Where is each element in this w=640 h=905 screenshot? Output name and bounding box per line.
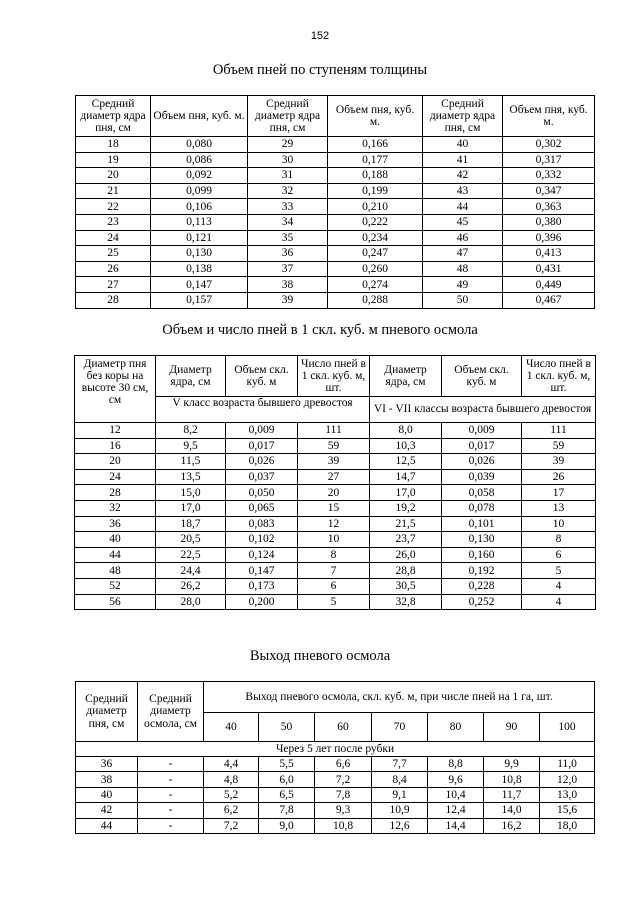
table-cell: 8	[522, 532, 596, 548]
table-cell: 0,026	[226, 454, 298, 470]
table-cell: 39	[298, 454, 370, 470]
table-cell: 12	[75, 423, 156, 439]
table-cell: 8,8	[428, 757, 484, 772]
table-cell: 0,380	[503, 214, 595, 230]
table-cell: 0,102	[226, 532, 298, 548]
table-cell: 21,5	[370, 516, 442, 532]
table-cell: 0,078	[442, 500, 522, 516]
table-cell: 27	[298, 469, 370, 485]
table-cell: 17	[522, 485, 596, 501]
table-cell: -	[138, 757, 204, 772]
table-cell: 4	[522, 578, 596, 594]
table-cell: 5	[522, 563, 596, 579]
table-cell: 0,210	[328, 199, 423, 215]
table-cell: 0,467	[503, 292, 595, 308]
table-row	[75, 547, 596, 563]
table-cell: 30,5	[370, 578, 442, 594]
table-cell: 36	[248, 246, 328, 262]
table-cell: 0,058	[442, 485, 522, 501]
table-cell: 11,5	[156, 454, 226, 470]
table-cell: 0,101	[442, 516, 522, 532]
table-cell: 17,0	[156, 500, 226, 516]
table-cell: 0,092	[151, 168, 248, 184]
column-header: 50	[259, 713, 315, 742]
table-cell: 10,9	[372, 803, 428, 818]
table-cell: 26,0	[370, 547, 442, 563]
table-cell: 18,7	[156, 516, 226, 532]
table-cell: 5	[298, 594, 370, 610]
resin-yield-table	[75, 681, 595, 834]
table-cell: 32,8	[370, 594, 442, 610]
table-cell: 39	[522, 454, 596, 470]
table-cell: 14,4	[428, 818, 484, 833]
table-row	[76, 292, 595, 308]
table-cell: 0,065	[226, 500, 298, 516]
table-row	[75, 423, 596, 439]
table-cell: 0,106	[151, 199, 248, 215]
table-cell: 16	[75, 438, 156, 454]
table-row	[76, 183, 595, 199]
subheader-cell: Через 5 лет после рубки	[76, 742, 595, 757]
table-row	[76, 261, 595, 277]
table-cell: 26	[522, 469, 596, 485]
table-cell: 4	[522, 594, 596, 610]
table-cell: -	[138, 772, 204, 787]
table-row	[75, 516, 596, 532]
table-cell: 0,080	[151, 137, 248, 153]
table-cell: 34	[248, 214, 328, 230]
table-row	[75, 438, 596, 454]
table-cell: 50	[423, 292, 503, 308]
table-cell: 10	[522, 516, 596, 532]
table-cell: 0,188	[328, 168, 423, 184]
table-cell: 32	[248, 183, 328, 199]
table-cell: 38	[76, 772, 138, 787]
table-cell: 20	[76, 168, 151, 184]
table-cell: 0,147	[226, 563, 298, 579]
table-cell: 0,099	[151, 183, 248, 199]
table-cell: 4,8	[204, 772, 259, 787]
table-row	[76, 168, 595, 184]
table-cell: 0,157	[151, 292, 248, 308]
table-cell: 27	[76, 277, 151, 293]
table-cell: 7,7	[372, 757, 428, 772]
table2-title: Объем и число пней в 1 скл. куб. м пневого осмола	[162, 322, 478, 338]
table-row	[75, 454, 596, 470]
table-cell: 0,431	[503, 261, 595, 277]
table-cell: 0,050	[226, 485, 298, 501]
column-header: Средний диаметр ядра пня, см	[76, 96, 151, 137]
table-cell: 19,2	[370, 500, 442, 516]
table-cell: 41	[423, 152, 503, 168]
table-cell: 0,228	[442, 578, 522, 594]
table-cell: 48	[423, 261, 503, 277]
table-cell: 20,5	[156, 532, 226, 548]
table-cell: 10	[298, 532, 370, 548]
column-header: 80	[428, 713, 484, 742]
table-row	[76, 246, 595, 262]
table-cell: 8	[298, 547, 370, 563]
table-cell: 22,5	[156, 547, 226, 563]
table-row	[76, 772, 595, 787]
table-row	[76, 757, 595, 772]
table-row	[76, 230, 595, 246]
table-cell: 52	[75, 578, 156, 594]
table-cell: 5,5	[259, 757, 315, 772]
table-cell: 24	[76, 230, 151, 246]
table-cell: 49	[423, 277, 503, 293]
table-cell: 0,260	[328, 261, 423, 277]
table-cell: 8,4	[372, 772, 428, 787]
table-cell: 9,6	[428, 772, 484, 787]
table-cell: 25	[76, 246, 151, 262]
table-row	[76, 277, 595, 293]
table-cell: 35	[248, 230, 328, 246]
table-cell: 0,121	[151, 230, 248, 246]
table-cell: 0,199	[328, 183, 423, 199]
table-cell: 0,147	[151, 277, 248, 293]
table-cell: 28,0	[156, 594, 226, 610]
column-header: Средний диаметр пня, см	[76, 682, 138, 742]
table-cell: 6	[298, 578, 370, 594]
table-row	[75, 532, 596, 548]
table-row	[75, 578, 596, 594]
table-cell: 0,332	[503, 168, 595, 184]
table-cell: 15,6	[540, 803, 595, 818]
table-cell: 13	[522, 500, 596, 516]
table-cell: 6,0	[259, 772, 315, 787]
table-cell: 17,0	[370, 485, 442, 501]
table-cell: 6,6	[315, 757, 372, 772]
table-cell: 7,8	[315, 787, 372, 802]
page-number: 152	[310, 30, 330, 42]
table-cell: 7	[298, 563, 370, 579]
table-cell: 47	[423, 246, 503, 262]
stump-volume-table	[75, 95, 595, 309]
column-header: 60	[315, 713, 372, 742]
table-cell: 23	[76, 214, 151, 230]
table-cell: 21	[76, 183, 151, 199]
table-cell: 13,5	[156, 469, 226, 485]
table-cell: 0,252	[442, 594, 522, 610]
table-cell: 31	[248, 168, 328, 184]
table-cell: 0,166	[328, 137, 423, 153]
table-header-row	[76, 96, 595, 137]
column-header: Число пней в 1 скл. куб. м, шт.	[522, 356, 596, 397]
table-cell: 20	[75, 454, 156, 470]
table-row	[76, 803, 595, 818]
table-cell: 0,396	[503, 230, 595, 246]
group-header: Выход пневого осмола, скл. куб. м, при числе пней на 1 га, шт.	[204, 682, 595, 713]
table-cell: 28,8	[370, 563, 442, 579]
table-cell: 0,130	[151, 246, 248, 262]
table-cell: 19	[76, 152, 151, 168]
table-cell: 0,302	[503, 137, 595, 153]
table-cell: 0,413	[503, 246, 595, 262]
table-cell: 44	[423, 199, 503, 215]
table-row	[76, 214, 595, 230]
table-cell: 0,039	[442, 469, 522, 485]
table-cell: 32	[75, 500, 156, 516]
table-subheader-row	[76, 742, 595, 757]
table-cell: 14,0	[484, 803, 540, 818]
table-cell: 0,130	[442, 532, 522, 548]
table-cell: 56	[75, 594, 156, 610]
table-cell: 0,177	[328, 152, 423, 168]
table-cell: 38	[248, 277, 328, 293]
table-cell: 6	[522, 547, 596, 563]
table-cell: 6,2	[204, 803, 259, 818]
table-cell: 0,200	[226, 594, 298, 610]
table-cell: 16,2	[484, 818, 540, 833]
table-cell: 0,009	[442, 423, 522, 439]
table-header-row	[76, 682, 595, 713]
table-cell: -	[138, 787, 204, 802]
table-cell: 40	[423, 137, 503, 153]
table-cell: 0,124	[226, 547, 298, 563]
table-cell: -	[138, 803, 204, 818]
table-cell: -	[138, 818, 204, 833]
table-cell: 0,026	[442, 454, 522, 470]
table-cell: 7,2	[315, 772, 372, 787]
column-header: 100	[540, 713, 595, 742]
column-header: Средний диаметр ядра пня, см	[248, 96, 328, 137]
table-cell: 14,7	[370, 469, 442, 485]
table-cell: 46	[423, 230, 503, 246]
table-cell: 42	[76, 803, 138, 818]
table-cell: 0,192	[442, 563, 522, 579]
table-cell: 39	[248, 292, 328, 308]
table-cell: 11,7	[484, 787, 540, 802]
column-header: Объем скл. куб. м	[226, 356, 298, 397]
table-cell: 29	[248, 137, 328, 153]
table-cell: 0,247	[328, 246, 423, 262]
table-row	[75, 485, 596, 501]
table-row	[75, 500, 596, 516]
table-cell: 4,4	[204, 757, 259, 772]
table-cell: 12,6	[372, 818, 428, 833]
column-header: Объем пня, куб. м.	[503, 96, 595, 137]
table-row	[75, 469, 596, 485]
table-cell: 0,274	[328, 277, 423, 293]
table-cell: 5,2	[204, 787, 259, 802]
table-cell: 7,2	[204, 818, 259, 833]
column-header: Средний диаметр осмола, см	[138, 682, 204, 742]
table-cell: 111	[522, 423, 596, 439]
table-cell: 44	[75, 547, 156, 563]
column-header: Объем пня, куб. м.	[328, 96, 423, 137]
table-cell: 10,8	[315, 818, 372, 833]
table-cell: 36	[76, 757, 138, 772]
table-cell: 7,8	[259, 803, 315, 818]
table-row	[75, 563, 596, 579]
table-cell: 8,2	[156, 423, 226, 439]
table3-title: Выход пневого осмола	[249, 648, 391, 664]
table-cell: 9,3	[315, 803, 372, 818]
table-cell: 23,7	[370, 532, 442, 548]
table-cell: 0,138	[151, 261, 248, 277]
table-cell: 0,317	[503, 152, 595, 168]
table-cell: 12,0	[540, 772, 595, 787]
table-cell: 40	[76, 787, 138, 802]
table-cell: 0,347	[503, 183, 595, 199]
table-cell: 24,4	[156, 563, 226, 579]
column-header: Объем пня, куб. м.	[151, 96, 248, 137]
table-cell: 30	[248, 152, 328, 168]
table-cell: 10,8	[484, 772, 540, 787]
table-cell: 18,0	[540, 818, 595, 833]
column-header: Средний диаметр ядра пня, см	[423, 96, 503, 137]
table-cell: 15,0	[156, 485, 226, 501]
table-cell: 44	[76, 818, 138, 833]
table-cell: 15	[298, 500, 370, 516]
table-cell: 0,173	[226, 578, 298, 594]
table-cell: 0,083	[226, 516, 298, 532]
table-row	[76, 787, 595, 802]
table-cell: 0,363	[503, 199, 595, 215]
table-cell: 33	[248, 199, 328, 215]
table-cell: 0,234	[328, 230, 423, 246]
table-cell: 42	[423, 168, 503, 184]
table-cell: 12,4	[428, 803, 484, 818]
table-row	[76, 818, 595, 833]
table-cell: 28	[75, 485, 156, 501]
column-header: Диаметр ядра, см	[156, 356, 226, 397]
table-cell: 0,037	[226, 469, 298, 485]
column-header: Число пней в 1 скл. куб. м, шт.	[298, 356, 370, 397]
table-cell: 13,0	[540, 787, 595, 802]
table-cell: 6,5	[259, 787, 315, 802]
table-cell: 0,449	[503, 277, 595, 293]
table-cell: 0,288	[328, 292, 423, 308]
table-cell: 10,4	[428, 787, 484, 802]
table-row	[75, 594, 596, 610]
column-header: Диаметр ядра, см	[370, 356, 442, 397]
column-header: 70	[372, 713, 428, 742]
column-header: Диаметр пня без коры на высоте 30 см, см	[75, 356, 156, 423]
table-cell: 36	[75, 516, 156, 532]
table-cell: 0,160	[442, 547, 522, 563]
table-cell: 26,2	[156, 578, 226, 594]
table-cell: 24	[75, 469, 156, 485]
table-cell: 11,0	[540, 757, 595, 772]
table-cell: 40	[75, 532, 156, 548]
column-header: 90	[484, 713, 540, 742]
table-cell: 43	[423, 183, 503, 199]
table-cell: 22	[76, 199, 151, 215]
table-cell: 18	[76, 137, 151, 153]
table-row	[76, 199, 595, 215]
stump-count-table	[74, 355, 596, 610]
table-cell: 45	[423, 214, 503, 230]
table-cell: 12,5	[370, 454, 442, 470]
column-header: 40	[204, 713, 259, 742]
table-cell: 9,1	[372, 787, 428, 802]
table-cell: 37	[248, 261, 328, 277]
table-cell: 59	[522, 438, 596, 454]
table-cell: 0,113	[151, 214, 248, 230]
table-cell: 9,5	[156, 438, 226, 454]
table-cell: 59	[298, 438, 370, 454]
table-cell: 0,017	[442, 438, 522, 454]
table-row	[76, 152, 595, 168]
table-cell: 12	[298, 516, 370, 532]
table-cell: 28	[76, 292, 151, 308]
table-cell: 8,0	[370, 423, 442, 439]
table-header-row	[75, 356, 596, 397]
column-header: Объем скл. куб. м	[442, 356, 522, 397]
table-cell: 111	[298, 423, 370, 439]
table-cell: 9,0	[259, 818, 315, 833]
table-cell: 10,3	[370, 438, 442, 454]
table-cell: 0,086	[151, 152, 248, 168]
table-cell: 26	[76, 261, 151, 277]
table-cell: 20	[298, 485, 370, 501]
group-header-v-class: V класс возраста бывшего древостоя	[156, 397, 370, 423]
table1-title: Объем пней по ступеням толщины	[212, 62, 428, 78]
group-header-vi-vii-class: VI - VII классы возраста бывшего древостоя	[370, 397, 596, 423]
table-cell: 0,009	[226, 423, 298, 439]
table-cell: 0,017	[226, 438, 298, 454]
table-cell: 9,9	[484, 757, 540, 772]
table-cell: 48	[75, 563, 156, 579]
table-cell: 0,222	[328, 214, 423, 230]
table-row	[76, 137, 595, 153]
